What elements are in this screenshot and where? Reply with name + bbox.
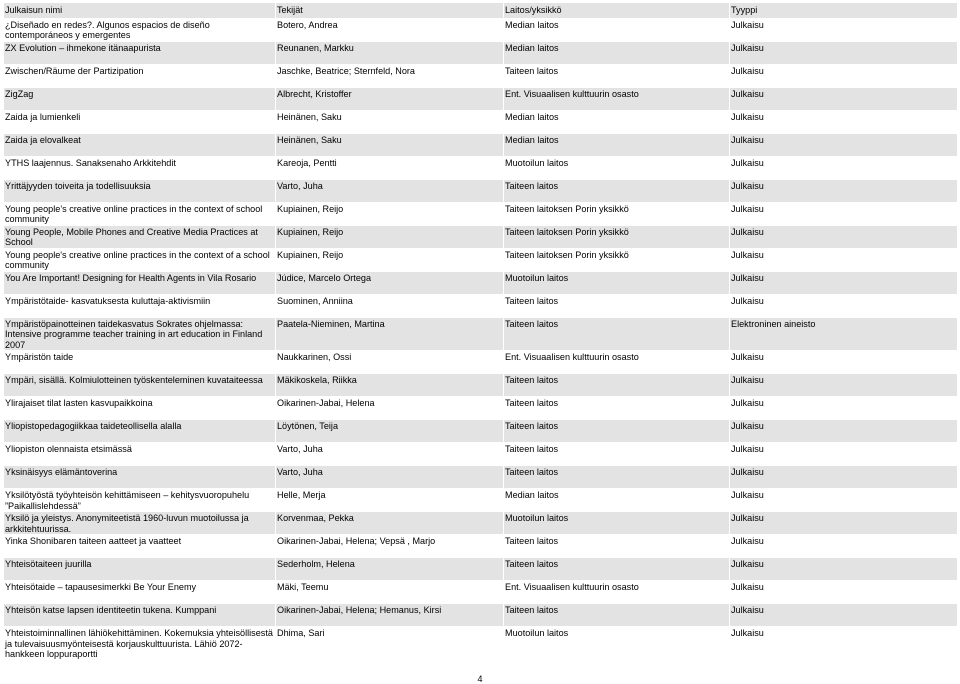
- cell-unit: Median laitos: [504, 134, 730, 157]
- cell-author: Kupiainen, Reijo: [276, 249, 504, 272]
- cell-author: Suominen, Anniina: [276, 295, 504, 318]
- cell-type: Julkaisu: [730, 65, 958, 88]
- cell-title: Ympäristötaide- kasvatuksesta kuluttaja-aktivismiin: [4, 295, 276, 318]
- cell-title: Ympäristöpainotteinen taidekasvatus Sokrates ohjelmassa: Intensive programme teacher training in art education in Finland 2007: [4, 318, 276, 351]
- cell-title: ZigZag: [4, 88, 276, 111]
- cell-unit: Taiteen laitos: [504, 420, 730, 443]
- cell-type: Julkaisu: [730, 88, 958, 111]
- cell-author: Sederholm, Helena: [276, 558, 504, 581]
- table-row: [4, 604, 958, 627]
- cell-unit: Muotoilun laitos: [504, 512, 730, 535]
- cell-type: Julkaisu: [730, 604, 958, 627]
- cell-author: Heinänen, Saku: [276, 134, 504, 157]
- cell-type: Julkaisu: [730, 249, 958, 272]
- cell-author: Oikarinen-Jabai, Helena; Hemanus, Kirsi: [276, 604, 504, 627]
- cell-unit: Taiteen laitos: [504, 180, 730, 203]
- cell-type: Julkaisu: [730, 535, 958, 558]
- cell-author: Varto, Juha: [276, 466, 504, 489]
- cell-unit: Median laitos: [504, 111, 730, 134]
- cell-author: Naukkarinen, Ossi: [276, 351, 504, 374]
- cell-unit: Muotoilun laitos: [504, 157, 730, 180]
- cell-type: Julkaisu: [730, 111, 958, 134]
- table-row: [4, 295, 958, 318]
- cell-author: Botero, Andrea: [276, 19, 504, 42]
- cell-type: Julkaisu: [730, 581, 958, 604]
- cell-type: Julkaisu: [730, 157, 958, 180]
- table-row: [4, 180, 958, 203]
- table-row: [4, 249, 958, 272]
- cell-author: Reunanen, Markku: [276, 42, 504, 65]
- cell-author: Dhima, Sari: [276, 627, 504, 660]
- cell-unit: Ent. Visuaalisen kulttuurin osasto: [504, 581, 730, 604]
- table-row: [4, 226, 958, 249]
- cell-unit: Taiteen laitos: [504, 397, 730, 420]
- table-row: [4, 558, 958, 581]
- publication-table: [3, 2, 958, 660]
- cell-title: Yksilö ja yleistys. Anonymiteetistä 1960-luvun muotoilussa ja arkkitehtuurissa.: [4, 512, 276, 535]
- cell-title: Yhteisötaiteen juurilla: [4, 558, 276, 581]
- cell-author: Oikarinen-Jabai, Helena: [276, 397, 504, 420]
- table-row: [4, 203, 958, 226]
- cell-type: Julkaisu: [730, 295, 958, 318]
- table-row: [4, 157, 958, 180]
- cell-unit: Taiteen laitoksen Porin yksikkö: [504, 226, 730, 249]
- cell-title: Ylirajaiset tilat lasten kasvupaikkoina: [4, 397, 276, 420]
- cell-title: ZX Evolution – ihmekone itänaapurista: [4, 42, 276, 65]
- cell-unit: Ent. Visuaalisen kulttuurin osasto: [504, 88, 730, 111]
- table-row: [4, 466, 958, 489]
- cell-title: Yrittäjyyden toiveita ja todellisuuksia: [4, 180, 276, 203]
- cell-author: Löytönen, Teija: [276, 420, 504, 443]
- table-row: [4, 42, 958, 65]
- cell-title: Yhteistoiminnallinen lähiökehittäminen. Kokemuksia yhteisöllisestä ja tulevaisuusmyönteisestä korjauskulttuurista. Lähiö 2072- hankkeen loppuraportti: [4, 627, 276, 660]
- cell-type: Julkaisu: [730, 374, 958, 397]
- cell-type: Julkaisu: [730, 466, 958, 489]
- cell-author: Mäkikoskela, Riikka: [276, 374, 504, 397]
- table-row: [4, 65, 958, 88]
- cell-unit: Taiteen laitos: [504, 558, 730, 581]
- cell-title: Ympäristön taide: [4, 351, 276, 374]
- page-number: 4: [477, 674, 483, 684]
- cell-type: Julkaisu: [730, 627, 958, 660]
- cell-type: Julkaisu: [730, 226, 958, 249]
- table-row: [4, 19, 958, 42]
- cell-unit: Taiteen laitos: [504, 443, 730, 466]
- table-row: [4, 489, 958, 512]
- header-type: Tyyppi: [730, 3, 958, 19]
- cell-type: Julkaisu: [730, 489, 958, 512]
- cell-title: YTHS laajennus. Sanaksenaho Arkkitehdit: [4, 157, 276, 180]
- cell-author: Kupiainen, Reijo: [276, 203, 504, 226]
- table-row: [4, 443, 958, 466]
- cell-author: Heinänen, Saku: [276, 111, 504, 134]
- cell-author: Korvenmaa, Pekka: [276, 512, 504, 535]
- cell-author: Paatela-Nieminen, Martina: [276, 318, 504, 351]
- table-row: [4, 581, 958, 604]
- cell-author: Varto, Juha: [276, 180, 504, 203]
- cell-author: Varto, Juha: [276, 443, 504, 466]
- cell-title: Young people’s creative online practices in the context of school community: [4, 203, 276, 226]
- table-row: [4, 88, 958, 111]
- table-row: [4, 318, 958, 351]
- cell-unit: Taiteen laitoksen Porin yksikkö: [504, 249, 730, 272]
- table-row: [4, 627, 958, 660]
- table-header: [4, 3, 958, 19]
- cell-author: Helle, Merja: [276, 489, 504, 512]
- table-row: [4, 535, 958, 558]
- cell-title: Yinka Shonibaren taiteen aatteet ja vaatteet: [4, 535, 276, 558]
- cell-type: Julkaisu: [730, 420, 958, 443]
- table-body: [4, 19, 958, 660]
- cell-author: Júdice, Marcelo Ortega: [276, 272, 504, 295]
- cell-type: Julkaisu: [730, 272, 958, 295]
- cell-unit: Muotoilun laitos: [504, 272, 730, 295]
- cell-unit: Taiteen laitos: [504, 65, 730, 88]
- cell-unit: Median laitos: [504, 42, 730, 65]
- cell-type: Julkaisu: [730, 180, 958, 203]
- header-row: [4, 3, 958, 19]
- cell-title: Zwischen/Räume der Partizipation: [4, 65, 276, 88]
- cell-author: Albrecht, Kristoffer: [276, 88, 504, 111]
- table-row: [4, 351, 958, 374]
- header-author: Tekijät: [276, 3, 504, 19]
- table-row: [4, 420, 958, 443]
- table-row: [4, 272, 958, 295]
- cell-type: Julkaisu: [730, 512, 958, 535]
- cell-title: Yksilötyöstä työyhteisön kehittämiseen – kehitysvuoropuhelu ”Paikallislehdessä”: [4, 489, 276, 512]
- cell-type: Julkaisu: [730, 203, 958, 226]
- cell-title: Yliopiston olennaista etsimässä: [4, 443, 276, 466]
- cell-type: Julkaisu: [730, 351, 958, 374]
- cell-unit: Median laitos: [504, 19, 730, 42]
- cell-unit: Taiteen laitos: [504, 604, 730, 627]
- cell-unit: Taiteen laitos: [504, 535, 730, 558]
- cell-title: Yliopistopedagogiikkaa taideteollisella alalla: [4, 420, 276, 443]
- cell-author: Mäki, Teemu: [276, 581, 504, 604]
- cell-type: Elektroninen aineisto: [730, 318, 958, 351]
- cell-title: Ympäri, sisällä. Kolmiulotteinen työskenteleminen kuvataiteessa: [4, 374, 276, 397]
- header-unit: Laitos/yksikkö: [504, 3, 730, 19]
- cell-unit: Taiteen laitos: [504, 318, 730, 351]
- cell-unit: Muotoilun laitos: [504, 627, 730, 660]
- cell-unit: Taiteen laitoksen Porin yksikkö: [504, 203, 730, 226]
- cell-type: Julkaisu: [730, 42, 958, 65]
- cell-unit: Ent. Visuaalisen kulttuurin osasto: [504, 351, 730, 374]
- cell-title: Yhteisötaide – tapausesimerkki Be Your Enemy: [4, 581, 276, 604]
- cell-title: Zaida ja elovalkeat: [4, 134, 276, 157]
- cell-title: Young People, Mobile Phones and Creative Media Practices at School: [4, 226, 276, 249]
- cell-unit: Taiteen laitos: [504, 466, 730, 489]
- header-title: Julkaisun nimi: [4, 3, 276, 19]
- table-row: [4, 512, 958, 535]
- cell-type: Julkaisu: [730, 19, 958, 42]
- cell-unit: Taiteen laitos: [504, 374, 730, 397]
- cell-unit: Median laitos: [504, 489, 730, 512]
- cell-type: Julkaisu: [730, 443, 958, 466]
- table-row: [4, 111, 958, 134]
- cell-title: Yksinäisyys elämäntoverina: [4, 466, 276, 489]
- table-row: [4, 134, 958, 157]
- table-row: [4, 397, 958, 420]
- cell-title: ¿Diseñado en redes?. Algunos espacios de diseño contemporáneos y emergentes: [4, 19, 276, 42]
- cell-title: Young people's creative online practices in the context of a school community: [4, 249, 276, 272]
- cell-title: Yhteisön katse lapsen identiteetin tukena. Kumppani: [4, 604, 276, 627]
- cell-author: Kupiainen, Reijo: [276, 226, 504, 249]
- cell-title: Zaida ja lumienkeli: [4, 111, 276, 134]
- cell-author: Oikarinen-Jabai, Helena; Vepsä , Marjo: [276, 535, 504, 558]
- cell-author: Kareoja, Pentti: [276, 157, 504, 180]
- cell-author: Jaschke, Beatrice; Sternfeld, Nora: [276, 65, 504, 88]
- cell-type: Julkaisu: [730, 558, 958, 581]
- table-row: [4, 374, 958, 397]
- cell-type: Julkaisu: [730, 397, 958, 420]
- cell-type: Julkaisu: [730, 134, 958, 157]
- cell-unit: Taiteen laitos: [504, 295, 730, 318]
- cell-title: You Are Important! Designing for Health Agents in Vila Rosario: [4, 272, 276, 295]
